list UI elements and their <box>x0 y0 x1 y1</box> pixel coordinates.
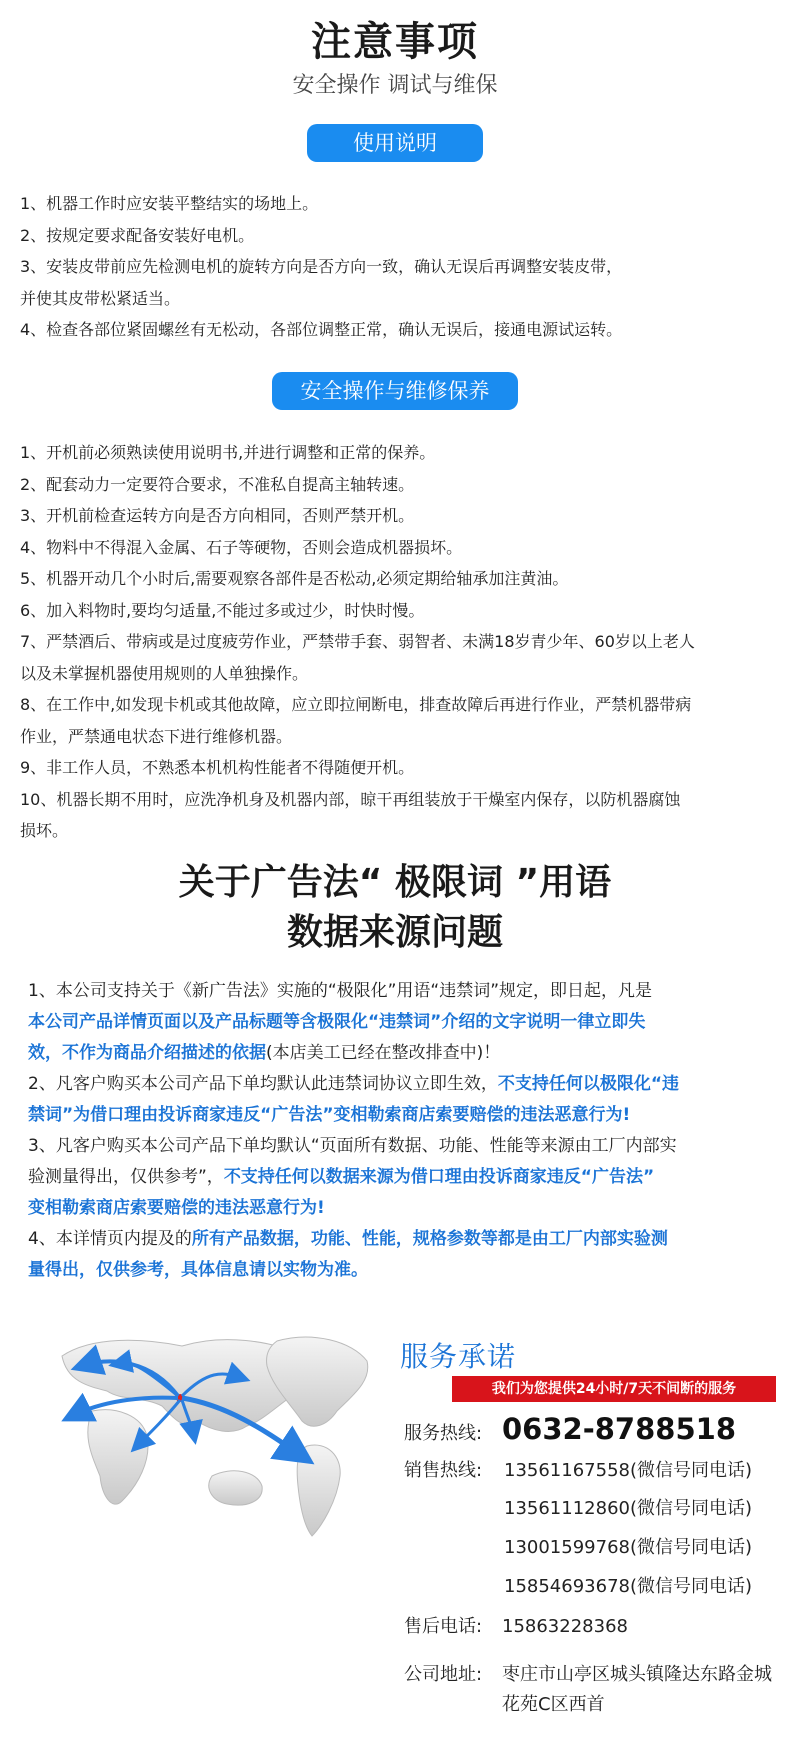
list-item: 以及未掌握机器使用规则的人单独操作。 <box>20 663 309 683</box>
law-highlight: 所有产品数据，功能、性能，规格参数等都是由工厂内部实验测 <box>191 1229 668 1249</box>
list-item: 6、加入料物时,要均匀适量,不能过多或过少，时快时慢。 <box>20 600 425 620</box>
service-banner: 我们为您提供24小时/7天不间断的服务 <box>452 1376 776 1402</box>
law-line: 变相勒索商店索要赔偿的违法恶意行为! <box>28 1198 325 1218</box>
law-highlight: 不支持任何以极限化“违 <box>497 1074 680 1094</box>
list-item: 1、机器工作时应安装平整结实的场地上。 <box>20 194 319 213</box>
sales-number: 13561167558(微信号同电话) <box>504 1460 753 1481</box>
list-item: 损坏。 <box>20 821 69 840</box>
list-item: 8、在工作中,如发现卡机或其他故障，应立即拉闸断电，排查故障后再进行作业，严禁机器带病 <box>20 695 692 714</box>
law-line: 禁词”为借口理由投诉商家违反“广告法”变相勒索商店索要赔偿的违法恶意行为! <box>28 1105 631 1125</box>
law-text: 验测量得出，仅供参考”， <box>28 1167 224 1187</box>
list-item: 4、物料中不得混入金属、石子等硬物，否则会造成机器损坏。 <box>20 537 463 557</box>
list-item: 9、非工作人员，不熟悉本机机构性能者不得随便开机。 <box>20 758 415 777</box>
law-line <box>28 1224 776 1255</box>
after-sales-phone <box>404 1612 628 1638</box>
law-title-line2: 数据来源问题 <box>286 912 503 953</box>
law-line: 量得出，仅供参考，具体信息请以实物为准。 <box>28 1260 368 1280</box>
list-item: 2、配套动力一定要符合要求，不准私自提高主轴转速。 <box>20 474 415 494</box>
list-item: 3、开机前检查运转方向是否方向相同，否则严禁开机。 <box>20 506 415 525</box>
usage-heading: 使用说明 <box>307 124 483 162</box>
law-highlight: 效，不作为商品介绍描述的依据 <box>28 1043 266 1063</box>
law-text: 4、本详情页内提及的 <box>28 1229 192 1249</box>
hotline-label: 服务热线: <box>404 1423 483 1444</box>
list-item: 2、按规定要求配备安装好电机。 <box>20 225 255 245</box>
sales-number: 13561112860(微信号同电话) <box>504 1498 753 1519</box>
address-label: 公司地址: <box>404 1664 483 1685</box>
address-value: 枣庄市山亭区城头镇隆达东路金城花苑C区西首 <box>502 1664 772 1715</box>
world-map-image <box>22 1326 382 1556</box>
law-title-line1: 关于广告法“ 极限词 ”用语 <box>178 862 612 903</box>
sales-number: 15854693678(微信号同电话) <box>504 1576 753 1597</box>
after-sales-label: 售后电话: <box>404 1616 483 1637</box>
list-item: 7、严禁酒后、带病或是过度疲劳作业，严禁带手套、弱智者、未满18岁青少年、60岁以上老人 <box>20 632 695 651</box>
list-item: 3、安装皮带前应先检测电机的旋转方向是否方向一致，确认无误后再调整安装皮带， <box>20 257 623 276</box>
list-item: 并使其皮带松紧适当。 <box>20 288 181 308</box>
service-title: 服务承诺 <box>400 1340 517 1373</box>
law-text: (本店美工已经在整改排查中)！ <box>266 1043 501 1063</box>
page-subtitle: 安全操作 调试与维保 <box>292 73 498 98</box>
list-item: 4、检查各部位紧固螺丝有无松动，各部位调整正常，确认无误后，接通电源试运转。 <box>20 320 623 339</box>
usage-list <box>20 188 780 346</box>
sales-number: 13001599768(微信号同电话) <box>504 1537 753 1558</box>
service-hotline <box>404 1412 736 1446</box>
list-item: 作业，严禁通电状态下进行维修机器。 <box>20 726 293 746</box>
law-notice <box>28 976 776 1286</box>
law-line <box>28 1038 776 1069</box>
law-text: 2、凡客户购买本公司产品下单均默认此违禁词协议立即生效， <box>28 1074 498 1094</box>
list-item: 1、开机前必须熟读使用说明书,并进行调整和正常的保养。 <box>20 443 436 462</box>
hotline-number: 0632-8788518 <box>502 1412 736 1446</box>
law-line <box>28 1069 776 1100</box>
law-title <box>0 858 790 958</box>
law-highlight: 不支持任何以数据来源为借口理由投诉商家违反“广告法” <box>223 1167 655 1187</box>
law-line: 3、凡客户购买本公司产品下单均默认“页面所有数据、功能、性能等来源由工厂内部实 <box>28 1136 677 1156</box>
safety-heading: 安全操作与维修保养 <box>272 372 518 410</box>
law-line <box>28 1162 776 1193</box>
sales-hotline-label: 销售热线: <box>404 1460 483 1481</box>
safety-list <box>20 437 780 847</box>
company-address <box>404 1660 774 1720</box>
list-item: 10、机器长期不用时，应洗净机身及机器内部，晾干再组装放于干燥室内保存，以防机器腐蚀 <box>20 789 681 809</box>
law-line: 本公司产品详情页面以及产品标题等含极限化“违禁词”介绍的文字说明一律立即失 <box>28 1012 646 1032</box>
page-title: 注意事项 <box>311 19 479 65</box>
law-line: 1、本公司支持关于《新广告法》实施的“极限化”用语“违禁词”规定，即日起，凡是 <box>28 981 653 1001</box>
after-sales-number: 15863228368 <box>502 1616 628 1637</box>
list-item: 5、机器开动几个小时后,需要观察各部件是否松动,必须定期给轴承加注黄油。 <box>20 569 569 588</box>
